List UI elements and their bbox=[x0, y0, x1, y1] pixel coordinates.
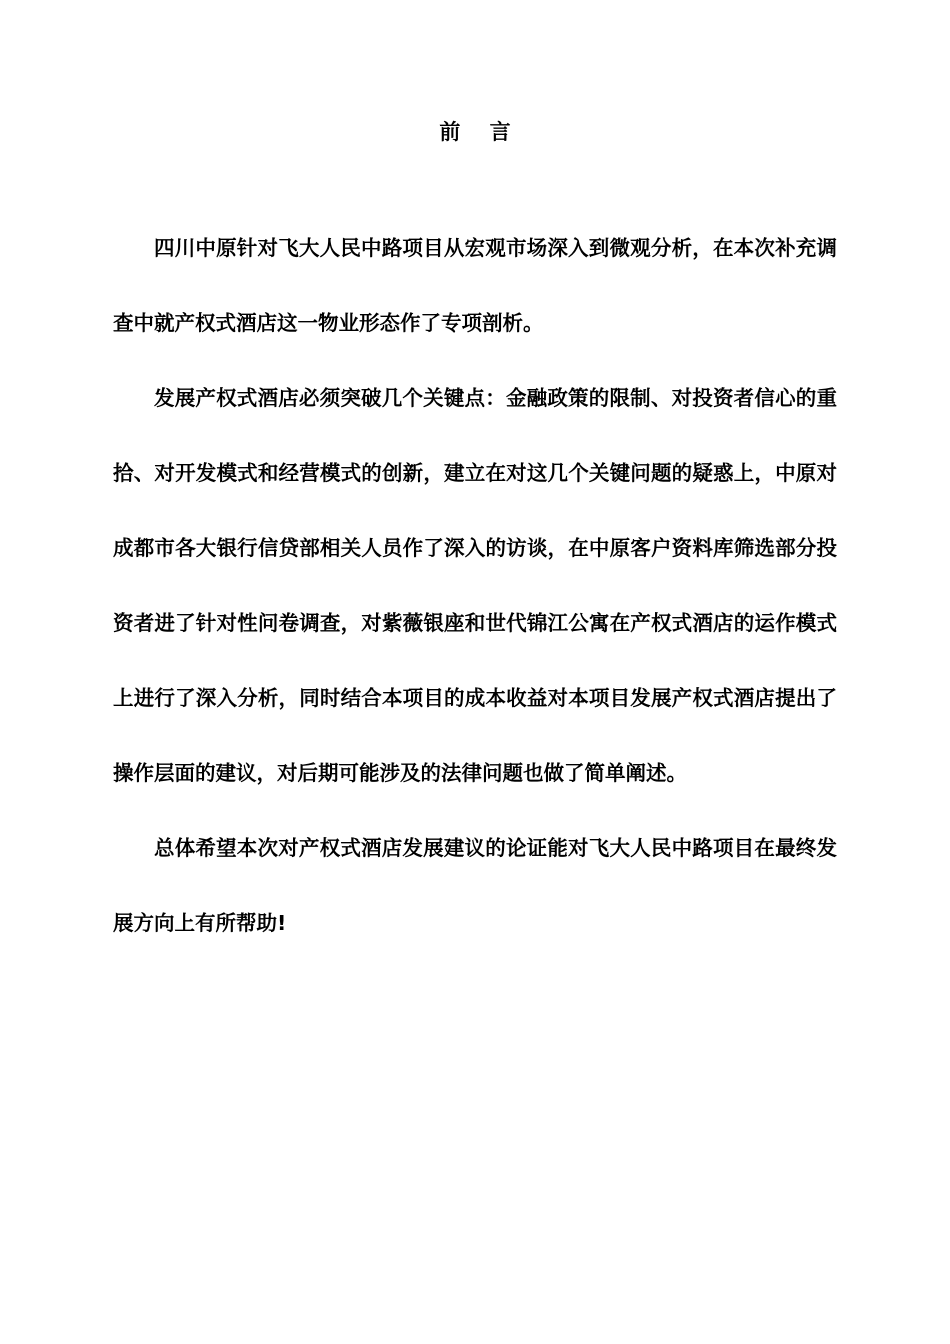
paragraph-key-points: 发展产权式酒店必须突破几个关键点：金融政策的限制、对投资者信心的重拾、对开发模式和经营模式的创新，建立在对这几个关键问题的疑惑上，中原对成都市各大银行信贷部相关人员作了深入的访谈，在中原客户资料库筛选部分投资者进了针对性问卷调查，对紫薇银座和世代锦江公寓在产权式酒店的运作模式上进行了深入分析，同时结合本项目的成本收益对本项目发展产权式酒店提出了操作层面的建议，对后期可能涉及的法律问题也做了简单阐述。 bbox=[113, 386, 837, 785]
paragraph-intro: 四川中原针对飞大人民中路项目从宏观市场深入到微观分析，在本次补充调查中就产权式酒店这一物业形态作了专项剖析。 bbox=[113, 236, 837, 335]
page-title: 前 言 bbox=[439, 120, 511, 144]
paragraph-conclusion: 总体希望本次对产权式酒店发展建议的论证能对飞大人民中路项目在最终发展方向上有所帮助! bbox=[113, 836, 837, 935]
document-body bbox=[113, 211, 837, 961]
